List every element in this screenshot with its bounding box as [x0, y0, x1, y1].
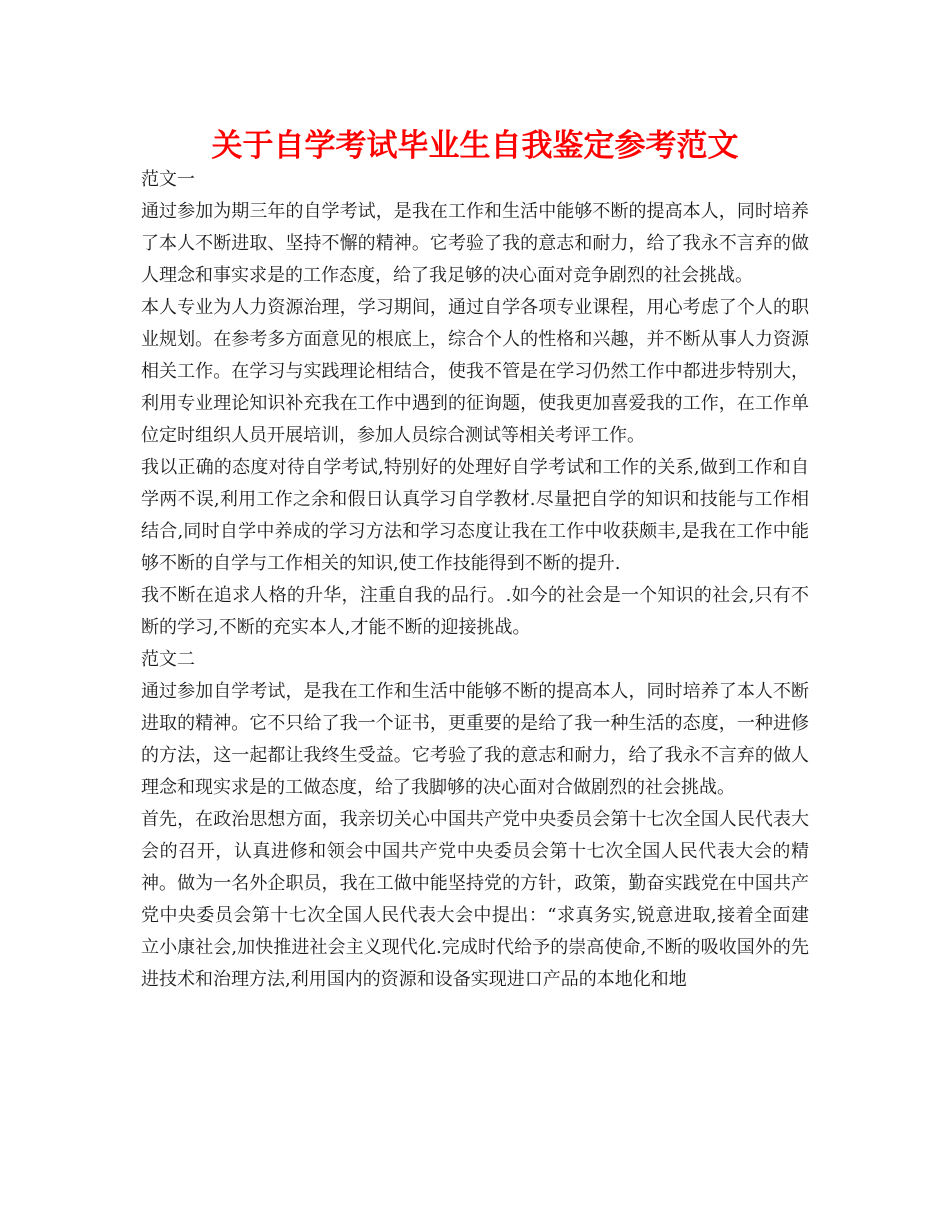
section-heading: 范文二 — [141, 649, 195, 670]
section-heading: 范文一 — [141, 169, 195, 190]
paragraph: 通过参加为期三年的自学考试，是我在工作和生活中能够不断的提高本人，同时培养了本人不断进取、坚持不懈的精神。它考验了我的意志和耐力，给了我永不言弃的做人理念和事实求是的工作态度，给了我足够的决心面对竞争剧烈的社会挑战。 — [141, 201, 809, 286]
paragraph: 本人专业为人力资源治理，学习期间，通过自学各项专业课程，用心考虑了个人的职业规划。在参考多方面意见的根底上，综合个人的性格和兴趣，并不断从事人力资源相关工作。在学习与实践理论相结合，使我不管是在学习仍然工作中都进步特别大，利用专业理论知识补充我在工作中遇到的征询题，使我更加喜爱我的工作，在工作单位定时组织人员开展培训，参加人员综合测试等相关考评工作。 — [141, 297, 809, 446]
document-title: 关于自学考试毕业生自我鉴定参考范文 — [211, 128, 739, 164]
paragraph: 我以正确的态度对待自学考试,特别好的处理好自学考试和工作的关系,做到工作和自学两不误,利用工作之余和假日认真学习自学教材.尽量把自学的知识和技能与工作相结合,同时自学中养成的学习方法和学习态度让我在工作中收获颇丰,是我在工作中能够不断的自学与工作相关的知识,使工作技能得到不断的提升. — [141, 457, 809, 574]
paragraph: 通过参加自学考试，是我在工作和生活中能够不断的提高本人，同时培养了本人不断进取的精神。它不只给了我一个证书，更重要的是给了我一种生活的态度，一种进修的方法，这一起都让我终生受益。它考验了我的意志和耐力，给了我永不言弃的做人理念和现实求是的工做态度，给了我脚够的决心面对合做剧烈的社会挑战。 — [141, 681, 809, 798]
section-fanwen-1 — [141, 164, 809, 644]
document-body — [141, 164, 809, 996]
section-fanwen-2 — [141, 644, 809, 996]
paragraph: 首先，在政治思想方面，我亲切关心中国共产党中央委员会第十七次全国人民代表大会的召开，认真进修和领会中国共产党中央委员会第十七次全国人民代表大会的精神。做为一名外企职员，我在工做中能坚持党的方针，政策，勤奋实践党在中国共产党中央委员会第十七次全国人民代表大会中提出：“求真务实,锐意进取,接着全面建立小康社会,加快推进社会主义现代化.完成时代给予的崇高使命,不断的吸收国外的先进技术和治理方法,利用国内的资源和设备实现进口产品的本地化和地 — [141, 809, 809, 990]
paragraph: 我不断在追求人格的升华，注重自我的品行。.如今的社会是一个知识的社会,只有不断的学习,不断的充实本人,才能不断的迎接挑战。 — [141, 585, 809, 638]
